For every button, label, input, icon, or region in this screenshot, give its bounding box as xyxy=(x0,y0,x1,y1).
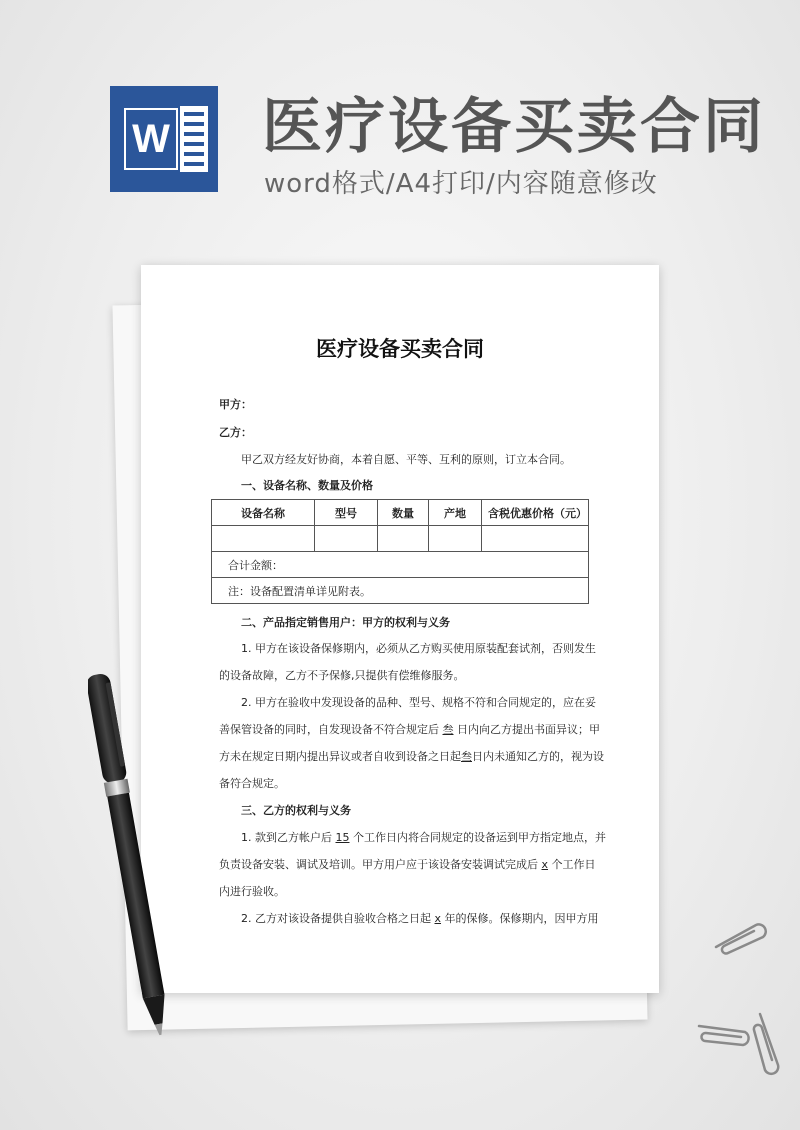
table-cell xyxy=(378,526,429,552)
filled-blank: 15 xyxy=(335,831,350,844)
text-span: 负责设备安装、调试及培训。甲方用户应于该设备安装调试完成后 xyxy=(219,858,538,871)
table-cell xyxy=(429,526,482,552)
text-span: 方未在规定日期内提出异议或者自收到设备之日起 xyxy=(219,750,461,763)
party-b-label: 乙方： xyxy=(219,426,252,439)
text-span: 年的保修。保修期内，因甲方用 xyxy=(444,912,599,925)
text-span: 日内向乙方提出书面异议；甲 xyxy=(457,723,600,736)
table-row xyxy=(212,526,589,552)
table-total-row xyxy=(212,552,589,578)
column-header: 产地 xyxy=(429,500,482,526)
text-span: 个工作日 xyxy=(551,858,596,871)
paragraph-line xyxy=(219,858,596,872)
banner-subtitle: word格式/A4打印/内容随意修改 xyxy=(264,169,658,199)
banner-title: 医疗设备买卖合同 xyxy=(262,92,766,162)
paperclip-icon xyxy=(750,1010,790,1080)
table-note: 注：设备配置清单详见附表。 xyxy=(212,578,589,604)
filled-blank: 叁 xyxy=(461,750,472,763)
text-span: 善保管设备的同时，自发现设备不符合规定后 xyxy=(219,723,439,736)
column-header: 数量 xyxy=(378,500,429,526)
word-letter-badge: W xyxy=(124,108,178,170)
table-note-row xyxy=(212,578,589,604)
section-2-heading: 二、产品指定销售用户：甲方的权利与义务 xyxy=(241,616,450,629)
equipment-table xyxy=(211,499,589,604)
banner-header xyxy=(0,0,800,220)
word-logo-icon xyxy=(110,86,218,192)
contract-document-page xyxy=(141,265,659,993)
party-a-label: 甲方： xyxy=(219,398,252,411)
column-header: 含税优惠价格（元） xyxy=(482,500,589,526)
column-header: 设备名称 xyxy=(212,500,315,526)
paragraph-line xyxy=(241,831,606,845)
paragraph-line xyxy=(219,750,604,764)
table-cell xyxy=(482,526,589,552)
document-lines-icon xyxy=(180,106,208,172)
paragraph-line: 备符合规定。 xyxy=(219,777,285,790)
filled-blank: x xyxy=(541,858,549,871)
table-cell xyxy=(315,526,378,552)
paragraph-line: 内进行验收。 xyxy=(219,885,285,898)
filled-blank: 叁 xyxy=(442,723,454,736)
paragraph-line: 2. 甲方在验收中发现设备的品种、型号、规格不符和合同规定的，应在妥 xyxy=(241,696,596,709)
table-cell xyxy=(212,526,315,552)
filled-blank: x xyxy=(434,912,442,925)
total-amount-label: 合计金额： xyxy=(212,552,589,578)
text-span: 个工作日内将合同规定的设备运到甲方指定地点，并 xyxy=(353,831,606,844)
document-title: 医疗设备买卖合同 xyxy=(316,337,484,361)
paragraph-line xyxy=(241,912,599,926)
paragraph-line: 1. 甲方在该设备保修期内，必须从乙方购买使用原装配套试剂，否则发生 xyxy=(241,642,596,655)
text-span: 2. 乙方对该设备提供自验收合格之日起 xyxy=(241,912,431,925)
table-header-row xyxy=(212,500,589,526)
paragraph-line: 的设备故障，乙方不予保修,只提供有偿维修服务。 xyxy=(219,669,465,682)
paperclip-icon xyxy=(708,915,770,955)
pen-icon xyxy=(88,660,188,1040)
intro-paragraph: 甲乙双方经友好协商，本着自愿、平等、互利的原则，订立本合同。 xyxy=(241,453,571,466)
column-header: 型号 xyxy=(315,500,378,526)
paragraph-line xyxy=(219,723,600,737)
text-span: 1. 款到乙方帐户后 xyxy=(241,831,332,844)
text-span: 日内未通知乙方的，视为设 xyxy=(472,750,604,763)
section-3-heading: 三、乙方的权利与义务 xyxy=(241,804,351,817)
section-1-heading: 一、设备名称、数量及价格 xyxy=(241,479,373,492)
